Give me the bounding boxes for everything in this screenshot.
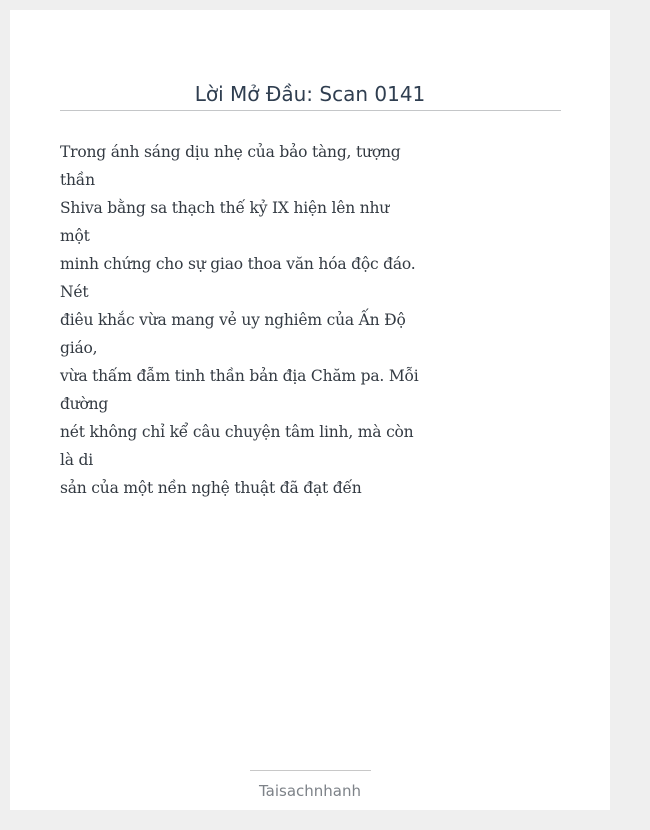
body-line: đường [60, 395, 109, 413]
body-line: là di [60, 451, 94, 469]
body-text [60, 138, 419, 502]
body-line: Nét [60, 283, 89, 301]
footer-label: Taisachnhanh [258, 782, 362, 800]
body-line: minh chứng cho sự giao thoa văn hóa độc đáo. [60, 255, 416, 273]
body-line: Shiva bằng sa thạch thế kỷ IX hiện lên như [60, 199, 390, 217]
page-title: Lời Mở Đầu: Scan 0141 [194, 82, 426, 106]
footer-divider [250, 770, 371, 771]
body-line: thần [60, 171, 95, 189]
body-line: vừa thấm đẫm tinh thần bản địa Chăm pa. Mỗi [60, 367, 419, 385]
body-line: giáo, [60, 339, 98, 357]
body-line: Trong ánh sáng dịu nhẹ của bảo tàng, tượng [60, 143, 401, 161]
body-line: một [60, 227, 90, 245]
body-line: sản của một nền nghệ thuật đã đạt đến [60, 479, 362, 497]
body-line: điêu khắc vừa mang vẻ uy nghiêm của Ấn Độ [60, 311, 406, 329]
body-line: nét không chỉ kể câu chuyện tâm linh, mà còn [60, 423, 414, 441]
title-divider [60, 110, 561, 111]
document-page [10, 10, 610, 810]
